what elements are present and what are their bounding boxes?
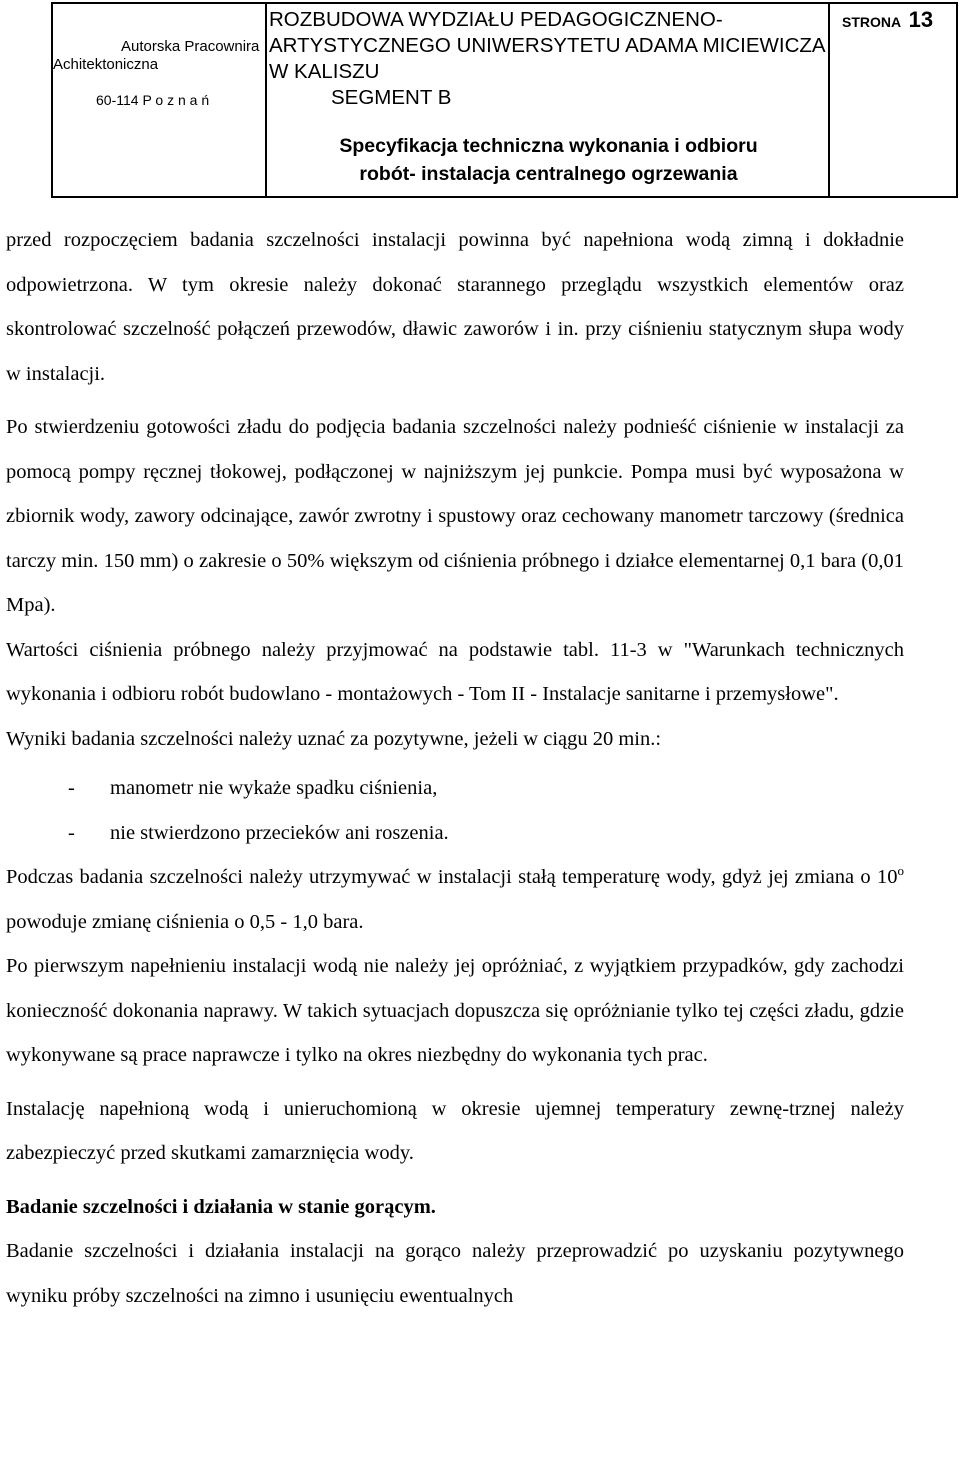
org-address: 60-114 P o z n a ń: [96, 92, 210, 108]
paragraph-8: Badanie szczelności i działania instalacji na gorąco należy przeprowadzić po uzyskaniu pozytywnego wyniku próby szczelności na zimno i usunięciu ewentualnych: [6, 1240, 904, 1307]
bullet-dash: -: [68, 777, 75, 799]
page-number-cell: [828, 4, 958, 196]
section-heading: Badanie szczelności i działania w stanie gorącym.: [6, 1195, 436, 1218]
paragraph-5: [6, 855, 904, 944]
list-item-text: nie stwierdzono przecieków ani roszenia.: [110, 821, 449, 844]
page-indicator: [842, 7, 933, 33]
list-item: [6, 811, 904, 856]
bullet-dash: -: [68, 821, 75, 844]
segment-label: SEGMENT B: [331, 86, 452, 109]
paragraph-5-text: Podczas badania szczelności należy utrzymywać w instalacji stałą temperaturę wody, gdyż jej zmiana o 10: [6, 866, 898, 888]
org-name-line2: Achitektoniczna: [53, 56, 159, 73]
project-title-line1: ROZBUDOWA WYDZIAŁU PEDAGOGICZNENO-: [269, 8, 723, 31]
result-criteria-list: [6, 766, 904, 855]
spec-title-line1: Specyfikacja techniczna wykonania i odbioru: [339, 135, 758, 157]
page-label: STRONA: [842, 14, 902, 30]
degree-superscript: o: [897, 863, 904, 878]
specification-title: [269, 132, 828, 188]
project-title: [269, 7, 826, 85]
paragraph-7: Instalację napełnioną wodą i unieruchomioną w okresie ujemnej temperatury zewnę-trznej należy zabezpieczyć przed skutkami zamarznięcia wody.: [6, 1097, 904, 1164]
org-name-line1: Autorska Pracownira: [121, 38, 260, 55]
list-item: [6, 766, 904, 811]
paragraph-1: przed rozpoczęciem badania szczelności instalacji powinna być napełniona wodą zimną i dokładnie odpowietrzona. W tym okresie należy dokonać starannego przeglądu wszystkich elementów oraz skontrolować szczelność połączeń przewodów, dławic zaworów i in. przy ciśnieniu statycznym słupa wody w instalacji.: [6, 229, 904, 385]
spec-title-line2: robót- instalacja centralnego ogrzewania: [359, 163, 738, 185]
paragraph-6: Po pierwszym napełnieniu instalacji wodą nie należy jej opróżniać, z wyjątkiem przypadków, gdy zachodzi konieczność dokonania naprawy. W takich sytuacjach dopuszcza się opróżnianie tylko tej części zładu, gdzie wykonywane są prace naprawcze i tylko na okres niezbędny do wykonania tych prac.: [6, 955, 904, 1066]
document-header: [51, 2, 958, 198]
page-number: 13: [908, 7, 934, 32]
list-item-text: manometr nie wykaże spadku ciśnienia,: [110, 777, 438, 799]
paragraph-5-text-end: powoduje zmianę ciśnienia o 0,5 - 1,0 bara.: [6, 910, 364, 933]
project-title-line2: ARTYSTYCZNEGO UNIWERSYTETU ADAMA MICIEWICZA: [269, 34, 826, 57]
paragraph-3: Wartości ciśnienia próbnego należy przyjmować na podstawie tabl. 11-3 w "Warunkach technicznych wykonania i odbioru robót budowlano - montażowych - Tom II - Instalacje sanitarne i przemysłowe".: [6, 638, 904, 705]
author-cell: [53, 4, 267, 196]
document-body: [6, 218, 904, 1318]
paragraph-2: Po stwierdzeniu gotowości zładu do podjęcia badania szczelności należy podnieść ciśnienie w instalacji za pomocą pompy ręcznej tłokowej, podłączonej w najniższym jej punkcie. Pompa musi być wyposażona w zbiornik wody, zawory odcinające, zawór zwrotny i spustowy oraz cechowany manometr tarczowy (średnica tarczy min. 150 mm) o zakresie o 50% większym od ciśnienia próbnego i działce elementarnej 0,1 bara (0,01 Mpa).: [6, 416, 904, 616]
project-title-line3: W KALISZU: [269, 60, 380, 83]
paragraph-4: Wyniki badania szczelności należy uznać za pozytywne, jeżeli w ciągu 20 min.:: [6, 727, 662, 750]
